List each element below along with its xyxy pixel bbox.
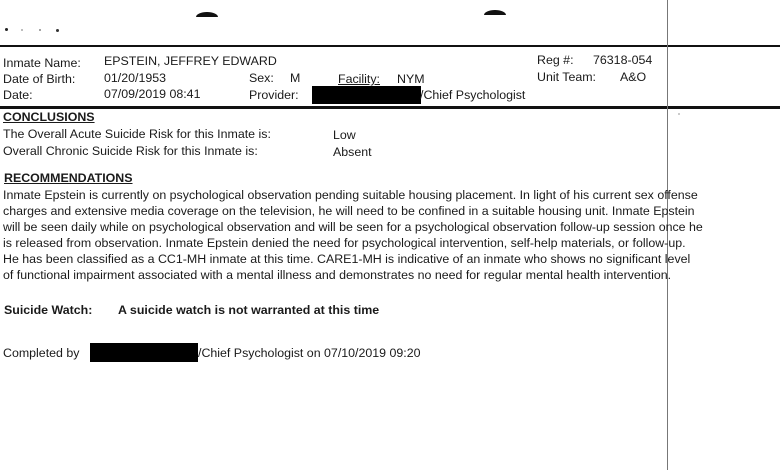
recommendations-line: is released from observation. Inmate Epstein denied the need for psychological intervention, self-help materials, or follow-up. [3, 236, 686, 250]
completed-by-suffix: /Chief Psychologist on 07/10/2019 09:20 [198, 346, 421, 360]
sex-value: M [290, 71, 301, 85]
scan-artifact-dot [21, 29, 23, 31]
scan-artifact-dot [39, 29, 41, 31]
provider-label: Provider: [249, 88, 299, 102]
inmate-name-label: Inmate Name: [3, 56, 81, 70]
reg-label: Reg #: [537, 53, 574, 67]
header-bottom-rule [0, 106, 780, 109]
recommendations-line: of functional impairment associated with a mental illness and demonstrates no need for regular mental health intervention. [3, 268, 672, 282]
completed-by-name-redaction [90, 343, 198, 362]
suicide-watch-value: A suicide watch is not warranted at this time [118, 303, 380, 317]
acute-risk-value: Low [333, 128, 356, 142]
scan-artifact-mark [196, 12, 218, 22]
recommendations-line: will be seen daily while on psychological observation and will be seen for a psychological observation follow-up session once he [3, 220, 703, 234]
sex-label: Sex: [249, 71, 274, 85]
acute-risk-label: The Overall Acute Suicide Risk for this Inmate is: [3, 127, 271, 141]
header-top-rule [0, 45, 780, 47]
scan-artifact-dot [5, 28, 8, 31]
conclusions-heading: CONCLUSIONS [3, 110, 95, 124]
facility-value: NYM [397, 72, 425, 86]
chronic-risk-value: Absent [333, 145, 372, 159]
recommendations-paragraph [3, 187, 778, 283]
provider-title: /Chief Psychologist [420, 88, 526, 102]
recommendations-line: He has been classified as a CC1-MH inmate at this time. CARE1-MH is indicative of an inmate who shows no significant level [3, 252, 691, 266]
dob-label: Date of Birth: [3, 72, 76, 86]
recommendations-line: charges and extensive media coverage on the television, he will need to be confined in a suitable housing unit. Inmate Epstein [3, 204, 695, 218]
unit-team-value: A&O [620, 70, 647, 84]
facility-label: Facility: [338, 72, 380, 86]
scan-artifact-mark [484, 10, 506, 20]
date-value: 07/09/2019 08:41 [104, 87, 201, 101]
scan-artifact-dot [56, 29, 59, 32]
dob-value: 01/20/1953 [104, 71, 167, 85]
suicide-watch-label: Suicide Watch: [4, 303, 93, 317]
date-label: Date: [3, 88, 33, 102]
chronic-risk-label: Overall Chronic Suicide Risk for this Inmate is: [3, 144, 258, 158]
recommendations-line: Inmate Epstein is currently on psychological observation pending suitable housing placement. In light of his current sex offense [3, 188, 698, 202]
completed-by-label: Completed by [3, 346, 80, 360]
inmate-name-value: EPSTEIN, JEFFREY EDWARD [104, 54, 277, 68]
unit-team-label: Unit Team: [537, 70, 596, 84]
scan-artifact-dot [678, 113, 680, 115]
reg-value: 76318-054 [593, 53, 653, 67]
provider-name-redaction [312, 86, 421, 104]
recommendations-heading: RECOMMENDATIONS [4, 171, 133, 185]
